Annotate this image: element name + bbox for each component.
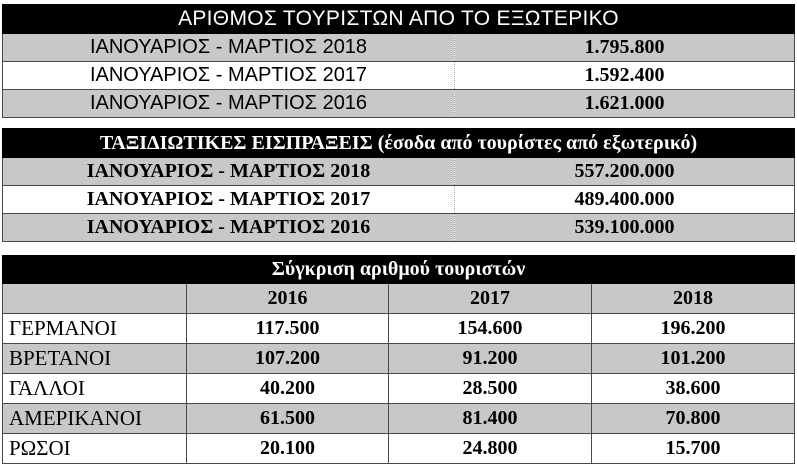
value-cell: 107.200 — [187, 344, 389, 374]
period-cell: ΙΑΝΟΥΑΡΙΟΣ - ΜΑΡΤΙΟΣ 2017 — [3, 62, 455, 90]
table-row — [3, 344, 795, 374]
table-row — [3, 434, 795, 464]
country-cell: ΒΡΕΤΑΝΟΙ — [3, 344, 187, 374]
year-header-row — [3, 284, 795, 314]
value-cell: 1.621.000 — [455, 90, 795, 118]
period-cell: ΙΑΝΟΥΑΡΙΟΣ - ΜΑΡΤΙΟΣ 2016 — [3, 90, 455, 118]
value-cell: 81.400 — [389, 404, 592, 434]
comparison-title: Σύγκριση αριθμού τουριστών — [3, 256, 795, 284]
value-cell: 38.600 — [592, 374, 795, 404]
tourists-table — [2, 4, 794, 118]
table-row — [3, 34, 795, 62]
value-cell: 154.600 — [389, 314, 592, 344]
value-cell: 117.500 — [187, 314, 389, 344]
year-header: 2017 — [389, 284, 592, 314]
receipts-title: ΤΑΞΙΔΙΩΤΙΚΕΣ ΕΙΣΠΡΑΞΕΙΣ (έσοδα από τουρίστες από εξωτερικό) — [3, 129, 795, 158]
table-row — [3, 90, 795, 118]
table-row — [3, 314, 795, 344]
value-cell: 61.500 — [187, 404, 389, 434]
period-cell: ΙΑΝΟΥΑΡΙΟΣ - ΜΑΡΤΙΟΣ 2018 — [3, 158, 455, 186]
table-row — [3, 374, 795, 404]
value-cell: 40.200 — [187, 374, 389, 404]
corner-cell — [3, 284, 187, 314]
value-cell: 489.400.000 — [455, 186, 795, 214]
year-header: 2016 — [187, 284, 389, 314]
value-cell: 196.200 — [592, 314, 795, 344]
value-cell: 101.200 — [592, 344, 795, 374]
country-cell: ΡΩΣΟΙ — [3, 434, 187, 464]
table-row — [3, 62, 795, 90]
tourists-title: ΑΡΙΘΜΟΣ ΤΟΥΡΙΣΤΩΝ ΑΠΟ ΤΟ ΕΞΩΤΕΡΙΚΟ — [3, 5, 795, 34]
value-cell: 28.500 — [389, 374, 592, 404]
period-cell: ΙΑΝΟΥΑΡΙΟΣ - ΜΑΡΤΙΟΣ 2018 — [3, 34, 455, 62]
receipts-table — [2, 128, 794, 242]
value-cell: 1.795.800 — [455, 34, 795, 62]
country-cell: ΓΑΛΛΟΙ — [3, 374, 187, 404]
comparison-table — [2, 255, 794, 464]
value-cell: 1.592.400 — [455, 62, 795, 90]
value-cell: 15.700 — [592, 434, 795, 464]
table-row — [3, 404, 795, 434]
table-row — [3, 186, 795, 214]
country-cell: ΓΕΡΜΑΝΟΙ — [3, 314, 187, 344]
country-cell: ΑΜΕΡΙΚΑΝΟΙ — [3, 404, 187, 434]
value-cell: 24.800 — [389, 434, 592, 464]
value-cell: 20.100 — [187, 434, 389, 464]
table-row — [3, 214, 795, 242]
period-cell: ΙΑΝΟΥΑΡΙΟΣ - ΜΑΡΤΙΟΣ 2016 — [3, 214, 455, 242]
value-cell: 70.800 — [592, 404, 795, 434]
value-cell: 557.200.000 — [455, 158, 795, 186]
period-cell: ΙΑΝΟΥΑΡΙΟΣ - ΜΑΡΤΙΟΣ 2017 — [3, 186, 455, 214]
year-header: 2018 — [592, 284, 795, 314]
value-cell: 91.200 — [389, 344, 592, 374]
table-row — [3, 158, 795, 186]
value-cell: 539.100.000 — [455, 214, 795, 242]
